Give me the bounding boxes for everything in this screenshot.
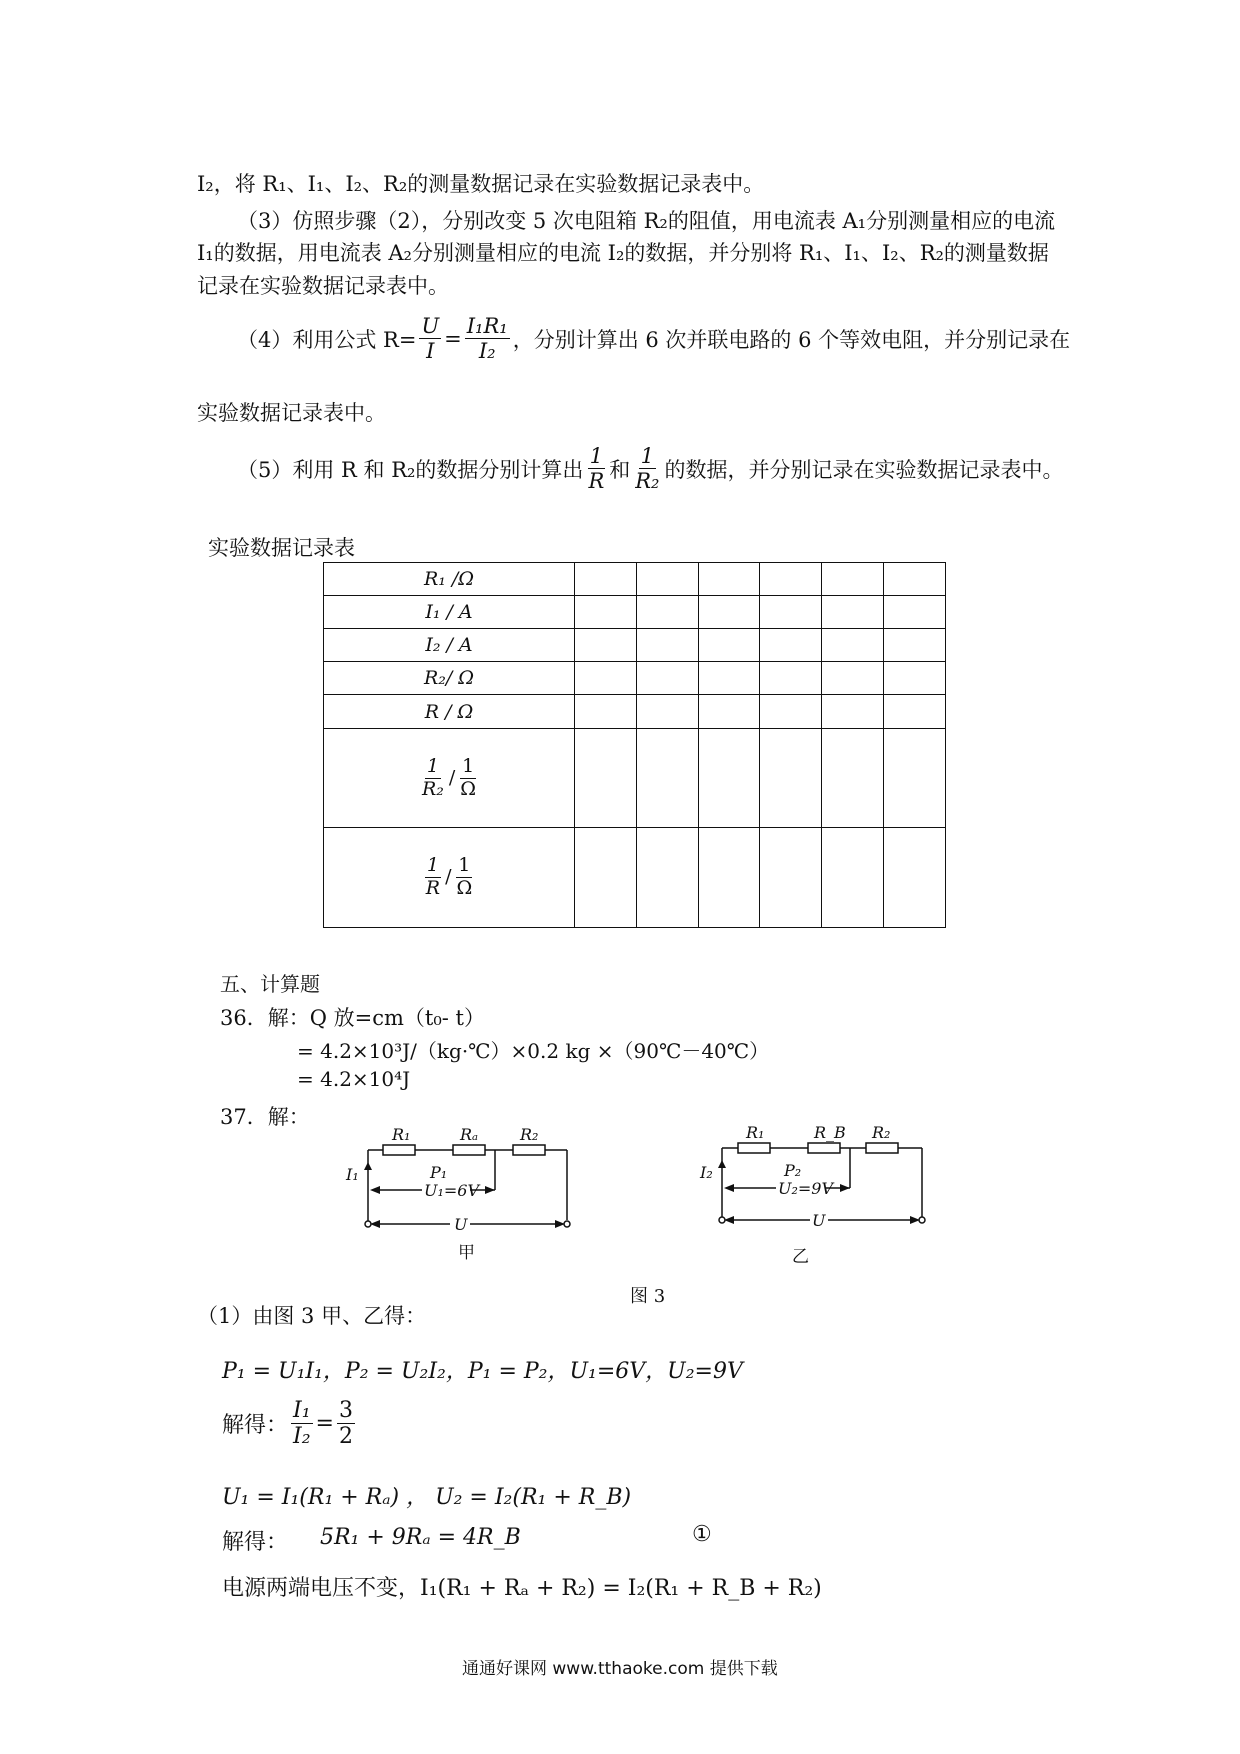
label-u1: U₁=6V [424,1181,480,1200]
resistor-r2 [513,1145,545,1155]
table-cell [698,596,760,629]
label-p1: P₁ [430,1163,448,1182]
table-row [324,828,946,928]
fraction-denominator: I₂ [293,1424,311,1450]
fraction-denominator: R [425,877,441,899]
row-label-i1: I₁ / A [324,596,575,629]
label-rb: R_B [814,1123,846,1142]
data-record-table [323,562,946,928]
fraction-denominator: Ω [456,877,473,899]
table-cell [822,828,884,928]
label-i2: I₂ [700,1163,713,1182]
label-p2: P₂ [784,1161,802,1180]
label-u: U [454,1215,468,1234]
equals-sign: = [315,1411,334,1437]
equation-source-voltage: 电源两端电压不变，I₁(R₁ + Rₐ + R₂) = I₂(R₁ + R_B + R₂) [222,1576,822,1601]
equation-marker: ① [692,1522,712,1547]
page-footer: 通通好课网 www.tthaoke.com 提供下载 [462,1659,778,1679]
table-cell [575,828,637,928]
q37-label: 37．解： [220,1105,310,1129]
circuit-diagram-yi [690,1118,940,1268]
step-5-prefix: （5）利用 R 和 R₂的数据分别计算出 [237,457,584,482]
table-cell [822,563,884,596]
step-5-line [237,444,1063,493]
equation-resistances: 5R₁ + 9Rₐ = 4R_B [320,1525,521,1550]
step-4-line-b: 实验数据记录表中。 [197,401,386,425]
table-cell [760,563,822,596]
fraction-numerator: 1 [426,854,439,877]
label-r1: R₁ [746,1123,765,1142]
label-r2: R₂ [520,1125,539,1144]
fraction-numerator: 1 [426,754,439,777]
table-cell [884,629,946,662]
resistor-ra [453,1145,485,1155]
table-cell [822,596,884,629]
caption-yi: 乙 [792,1247,809,1267]
table-cell [698,695,760,729]
table-cell [760,828,822,928]
step-4-suffix: ，分别计算出 6 次并联电路的 6 个等效电阻，并分别记录在 [512,327,1071,352]
fraction-3-over-2 [337,1398,355,1450]
fraction-numerator: U [421,314,440,338]
row-label-r: R / Ω [324,695,575,729]
table-row [324,563,946,596]
table-cell [884,596,946,629]
row-label-i2: I₂ / A [324,629,575,662]
table-cell [822,629,884,662]
fraction-numerator: 1 [640,444,655,468]
solution-label: 解得： [222,1413,289,1439]
table-cell [760,662,822,695]
q36-line-b: = 4.2×10³J/（kg·℃）×0.2 kg ×（90℃－40℃） [297,1039,770,1063]
fraction-i1-over-i2 [291,1398,313,1450]
table-cell [575,596,637,629]
resistor-rb [808,1143,840,1153]
label-u: U [812,1211,826,1230]
step-3-line-c: 记录在实验数据记录表中。 [197,274,449,298]
fraction-1-over-r [586,444,606,493]
table-cell [884,662,946,695]
equals-sign: = [444,326,462,351]
step-3-line-b: I₁的数据，用电流表 A₂分别测量相应的电流 I₂的数据，并分别将 R₁、I₁、I₂、R₂的测量数据 [197,241,1049,265]
resistor-r2 [866,1143,898,1153]
fraction-1-over-ohm [458,756,478,801]
table-cell [884,695,946,729]
step-3-line-a: （3）仿照步骤（2），分别改变 5 次电阻箱 R₂的阻值，用电流表 A₁分别测量相应的电流 [237,209,1056,233]
solution-label-2: 解得： [222,1530,289,1555]
table-cell [698,629,760,662]
row-label-r2: R₂/ Ω [324,662,575,695]
table-row [324,695,946,729]
table-caption: 实验数据记录表 [208,536,355,560]
table-cell [884,563,946,596]
unit-separator: / [445,865,452,888]
table-cell [575,729,637,828]
table-cell [636,729,698,828]
fraction-numerator: 3 [338,1398,353,1423]
row-label-inv-r2 [324,729,575,828]
row-label-inv-r [324,828,575,928]
table-cell [636,563,698,596]
fraction-1-over-r2 [420,756,446,801]
table-row [324,662,946,695]
fraction-numerator: 1 [589,444,604,468]
table-cell [698,662,760,695]
step-5-and: 和 [609,457,631,482]
fraction-denominator: R₂ [421,777,444,800]
label-u2: U₂=9V [778,1179,834,1198]
fraction-denominator: I₂ [478,339,496,364]
table-cell [575,662,637,695]
fraction-1-over-r2 [633,444,661,493]
section-title: 五、计算题 [220,972,320,996]
fraction-numerator: I₁ [293,1398,311,1423]
table-row [324,729,946,828]
fraction-1-over-ohm [454,855,474,900]
label-i1: I₁ [346,1165,359,1184]
table-row [324,629,946,662]
table-cell [636,596,698,629]
fraction-denominator: R [588,469,605,494]
label-ra: Rₐ [460,1125,479,1144]
step-5-suffix: 的数据，并分别记录在实验数据记录表中。 [664,457,1064,482]
table-cell [760,729,822,828]
table-cell [636,695,698,729]
fraction-denominator: 2 [338,1424,353,1450]
fraction-numerator: I₁R₁ [466,314,508,338]
table-cell [575,695,637,729]
solution-ratio [222,1398,358,1450]
table-cell [822,729,884,828]
fraction-numerator: 1 [462,754,475,777]
step-4-formula-line [237,314,1070,363]
solution-step-1: （1）由图 3 甲、乙得： [197,1304,427,1328]
unit-separator: / [448,766,456,788]
table-cell [760,596,822,629]
resistor-r1 [738,1143,770,1153]
table-cell [698,729,760,828]
text-line-1: I₂，将 R₁、I₁、I₂、R₂的测量数据记录在实验数据记录表中。 [197,172,765,196]
table-cell [636,629,698,662]
fraction-denominator: R₂ [635,469,660,494]
resistor-r1 [383,1145,415,1155]
fraction-u-over-i [419,314,441,363]
q36-line-c: = 4.2×10⁴J [297,1067,411,1091]
row-label-r1: R₁ /Ω [324,563,575,596]
caption-jia: 甲 [458,1243,475,1263]
table-cell [636,662,698,695]
q36-line-a: 36．解：Q 放=cm（t₀- t） [220,1006,485,1030]
table-cell [575,563,637,596]
fraction-numerator: 1 [458,854,471,877]
equation-voltages: U₁ = I₁(R₁ + Rₐ) ， U₂ = I₂(R₁ + R_B) [222,1485,632,1510]
table-cell [698,828,760,928]
table-row [324,596,946,629]
table-cell [822,695,884,729]
table-cell [636,828,698,928]
table-cell [760,629,822,662]
label-r2: R₂ [872,1123,891,1142]
fraction-denominator: I [426,339,435,364]
fraction-denominator: Ω [460,777,477,800]
label-r1: R₁ [392,1125,411,1144]
figure-title: 图 3 [630,1286,666,1307]
table-cell [884,828,946,928]
circuit-diagram-jia [340,1118,590,1268]
fraction-i1r1-over-i2 [465,314,510,363]
table-cell [884,729,946,828]
step-4-prefix: （4）利用公式 R= [237,327,417,352]
equation-power: P₁ = U₁I₁，P₂ = U₂I₂，P₁ = P₂，U₁=6V，U₂=9V [222,1359,743,1384]
table-cell [575,629,637,662]
table-cell [822,662,884,695]
table-cell [698,563,760,596]
fraction-1-over-r [424,855,442,900]
table-cell [760,695,822,729]
